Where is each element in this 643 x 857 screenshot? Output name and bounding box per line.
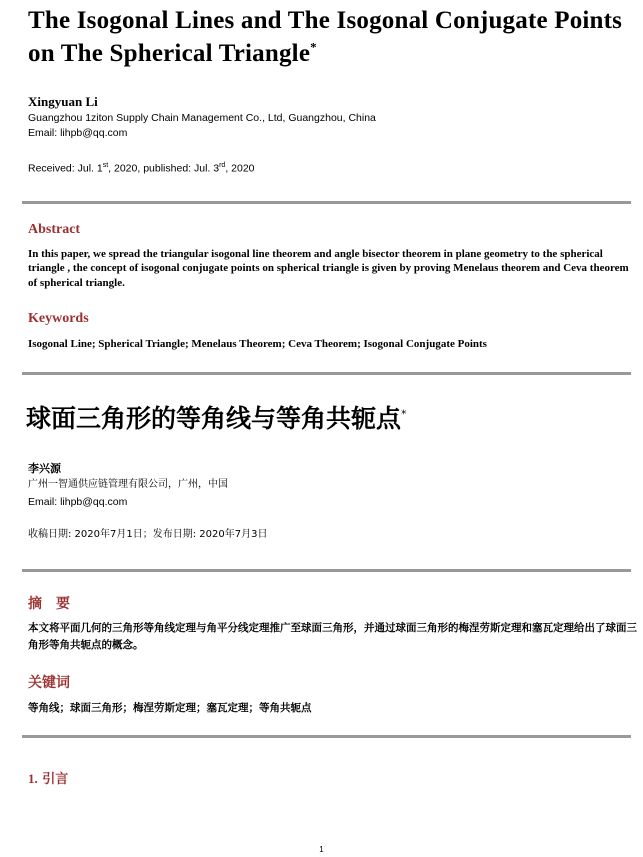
chinese-title-footnote-mark: * xyxy=(401,407,407,421)
received-prefix: Received: Jul. 1 xyxy=(28,162,103,175)
chinese-abstract-heading: 摘 要 xyxy=(28,596,70,612)
section-1-heading xyxy=(28,768,68,787)
section-label: 引言 xyxy=(42,772,69,787)
chinese-affiliation: 广州一智通供应链管理有限公司，广州，中国 xyxy=(28,479,228,490)
english-author: Xingyuan Li xyxy=(28,94,98,109)
keywords-text: Isogonal Line; Spherical Triangle; Menelaus Theorem; Ceva Theorem; Isogonal Conjugate Points xyxy=(28,338,487,350)
published-sup: rd xyxy=(219,162,226,169)
divider-rule xyxy=(22,569,631,572)
section-number: 1. xyxy=(28,771,38,786)
abstract-heading: Abstract xyxy=(28,222,81,237)
divider-rule xyxy=(22,372,631,375)
chinese-dates: 收稿日期: 2020年7月1日；发布日期: 2020年7月3日 xyxy=(28,529,268,540)
chinese-title xyxy=(26,399,407,435)
dates-middle: , 2020, published: Jul. 3 xyxy=(108,162,220,175)
english-title-text: The Isogonal Lines and The Isogonal Conjugate Points on The Spherical Triangle xyxy=(28,7,623,67)
chinese-abstract-text: 本文将平面几何的三角形等角线定理与角平分线定理推广至球面三角形，并通过球面三角形的梅涅劳斯定理和塞瓦定理给出了球面三角形等角共轭点的概念。 xyxy=(28,622,637,651)
dates-suffix: , 2020 xyxy=(225,162,255,175)
chinese-author: 李兴源 xyxy=(28,462,61,475)
chinese-keywords-text: 等角线；球面三角形；梅涅劳斯定理；塞瓦定理；等角共轭点 xyxy=(28,702,312,714)
chinese-email: Email: lihpb@qq.com xyxy=(28,496,128,508)
chinese-keywords-heading: 关键词 xyxy=(28,675,70,691)
title-footnote-mark: * xyxy=(310,39,317,55)
keywords-heading: Keywords xyxy=(28,311,89,326)
received-sup: st xyxy=(102,162,109,169)
english-email: Email: lihpb@qq.com xyxy=(28,127,128,139)
divider-rule xyxy=(22,201,631,204)
english-dates xyxy=(28,158,255,177)
english-affiliation: Guangzhou 1ziton Supply Chain Management Co., Ltd, Guangzhou, China xyxy=(28,112,376,124)
abstract-text: In this paper, we spread the triangular isogonal line theorem and angle bisector theorem in plane geometry to the spherical triangle , the concept of isogonal conjugate points on spherical triangle is given by proving Menelaus theorem and Ceva theorem of spherical triangle. xyxy=(28,248,629,289)
divider-rule xyxy=(22,735,631,738)
chinese-title-text: 球面三角形的等角线与等角共轭点 xyxy=(26,404,402,433)
page-number: 1 xyxy=(319,845,324,854)
english-title xyxy=(28,4,628,70)
